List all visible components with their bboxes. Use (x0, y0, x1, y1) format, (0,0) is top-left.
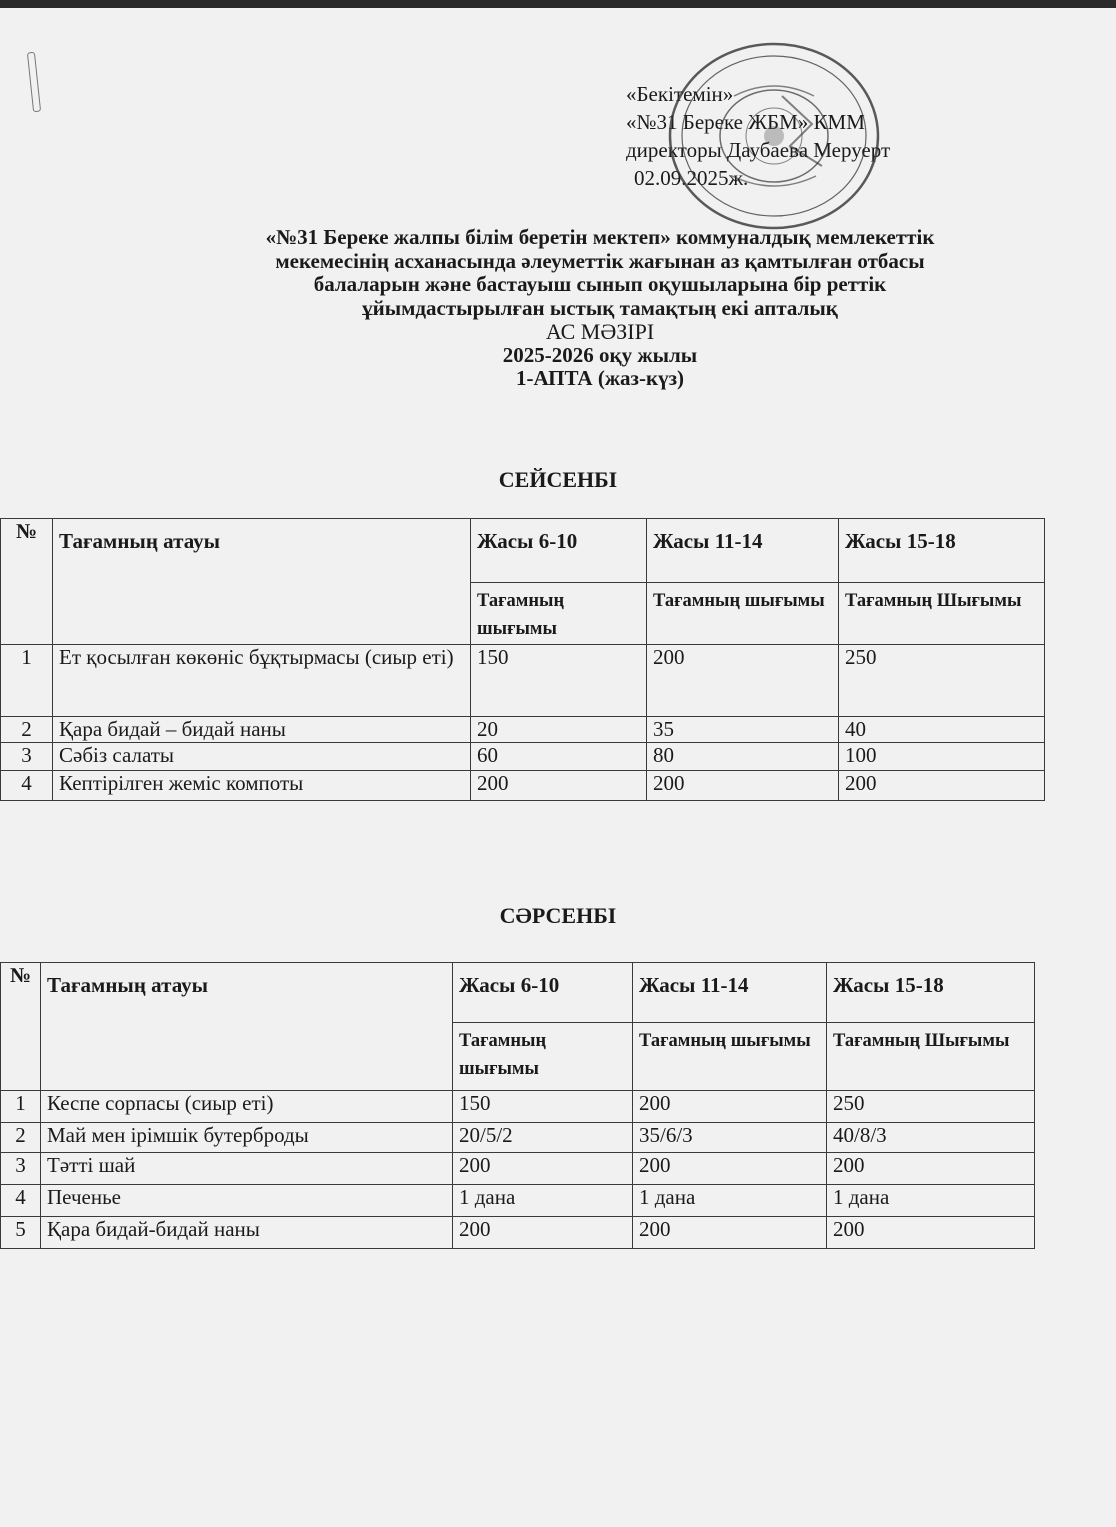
dish-name: Май мен ірімшік бутерброды (41, 1123, 453, 1153)
approval-line-3: директоры Даубаева Меруерт (626, 138, 891, 162)
tuesday-menu-table (0, 518, 1045, 801)
row-number: 2 (1, 717, 53, 743)
portion-age-6-10: 20/5/2 (453, 1123, 633, 1153)
col-header-dish-name: Тағамның атауы (53, 519, 471, 645)
table-row (1, 645, 1045, 717)
approval-date: 02.09.2025ж. (634, 166, 749, 190)
portion-age-11-14: 80 (647, 743, 839, 771)
school-year: 2025-2026 оқу жылы (502, 342, 698, 367)
row-number: 4 (1, 771, 53, 801)
portion-age-15-18: 200 (827, 1217, 1035, 1249)
col-header-dish-name: Тағамның атауы (41, 963, 453, 1091)
row-number: 1 (1, 1091, 41, 1123)
portion-age-11-14: 200 (633, 1217, 827, 1249)
row-number: 3 (1, 743, 53, 771)
portion-age-15-18: 40/8/3 (827, 1123, 1035, 1153)
portion-age-6-10: 200 (471, 771, 647, 801)
col-header-age-15-18: Жасы 15-18 (827, 963, 1035, 1023)
dish-name: Сәбіз салаты (53, 743, 471, 771)
portion-age-15-18: 200 (839, 771, 1045, 801)
title-line-4: ұйымдастырылған ыстық тамақтың екі апталық (362, 295, 838, 320)
col-subheader-yield: Тағамның Шығымы (839, 583, 1045, 645)
table-row (1, 1185, 1035, 1217)
approval-line-2: «№31 Береке ЖБМ» КММ (626, 110, 865, 134)
row-number: 4 (1, 1185, 41, 1217)
dish-name: Кептірілген жеміс компоты (53, 771, 471, 801)
table-row (1, 1217, 1035, 1249)
row-number: 1 (1, 645, 53, 717)
wednesday-menu-table (0, 962, 1035, 1249)
title-line-3: балаларын және бастауыш сынып оқушыларына бір реттік (313, 272, 887, 296)
col-subheader-yield: Тағамның Шығымы (827, 1023, 1035, 1091)
portion-age-6-10: 60 (471, 743, 647, 771)
table-row (1, 771, 1045, 801)
col-subheader-yield: Тағамның шығымы (633, 1023, 827, 1091)
official-seal-stamp (662, 36, 886, 236)
dish-name: Печенье (41, 1185, 453, 1217)
portion-age-6-10: 200 (453, 1217, 633, 1249)
col-header-age-11-14: Жасы 11-14 (647, 519, 839, 583)
portion-age-11-14: 200 (633, 1153, 827, 1185)
photo-top-edge (0, 0, 1116, 8)
portion-age-11-14: 200 (647, 771, 839, 801)
table-row (1, 743, 1045, 771)
portion-age-11-14: 35 (647, 717, 839, 743)
table-row (1, 717, 1045, 743)
portion-age-6-10: 200 (453, 1153, 633, 1185)
portion-age-6-10: 150 (453, 1091, 633, 1123)
col-header-age-11-14: Жасы 11-14 (633, 963, 827, 1023)
dish-name: Қара бидай – бидай наны (53, 717, 471, 743)
portion-age-11-14: 200 (633, 1091, 827, 1123)
wednesday-heading: СӘРСЕНБІ (499, 903, 617, 928)
col-subheader-yield: Тағамның шығымы (453, 1023, 633, 1091)
portion-age-15-18: 250 (827, 1091, 1035, 1123)
portion-age-6-10: 150 (471, 645, 647, 717)
tuesday-heading: СЕЙСЕНБІ (498, 467, 618, 492)
dish-name: Қара бидай-бидай наны (41, 1217, 453, 1249)
approval-line-1: «Бекітемін» (626, 82, 734, 106)
week-label: 1-АПТА (жаз-күз) (515, 366, 685, 390)
col-header-no: № (1, 519, 53, 645)
portion-age-6-10: 20 (471, 717, 647, 743)
title-line-1: «№31 Береке жалпы білім беретін мектеп» коммуналдық мемлекеттік (265, 225, 935, 249)
col-header-age-6-10: Жасы 6-10 (471, 519, 647, 583)
col-header-no: № (1, 963, 41, 1091)
title-line-2: мекемесінің асханасында әлеуметтік жағынан аз қамтылған отбасы (275, 248, 925, 273)
row-number: 2 (1, 1123, 41, 1153)
portion-age-15-18: 200 (827, 1153, 1035, 1185)
portion-age-15-18: 1 дана (827, 1185, 1035, 1217)
portion-age-15-18: 40 (839, 717, 1045, 743)
table-row (1, 1123, 1035, 1153)
portion-age-11-14: 1 дана (633, 1185, 827, 1217)
portion-age-11-14: 200 (647, 645, 839, 717)
menu-title: АС МӘЗІРІ (545, 319, 655, 344)
dish-name: Кеспе сорпасы (сиыр еті) (41, 1091, 453, 1123)
dish-name: Ет қосылған көкөніс бұқтырмасы (сиыр еті) (53, 645, 471, 717)
portion-age-11-14: 35/6/3 (633, 1123, 827, 1153)
document-title (150, 226, 1050, 391)
table-row (1, 1153, 1035, 1185)
portion-age-15-18: 100 (839, 743, 1045, 771)
dish-name: Тәтті шай (41, 1153, 453, 1185)
portion-age-15-18: 250 (839, 645, 1045, 717)
col-header-age-15-18: Жасы 15-18 (839, 519, 1045, 583)
col-header-age-6-10: Жасы 6-10 (453, 963, 633, 1023)
paper-clip-mark (27, 52, 41, 113)
portion-age-6-10: 1 дана (453, 1185, 633, 1217)
col-subheader-yield: Тағамның шығымы (647, 583, 839, 645)
row-number: 3 (1, 1153, 41, 1185)
row-number: 5 (1, 1217, 41, 1249)
col-subheader-yield: Тағамның шығымы (471, 583, 647, 645)
table-row (1, 1091, 1035, 1123)
